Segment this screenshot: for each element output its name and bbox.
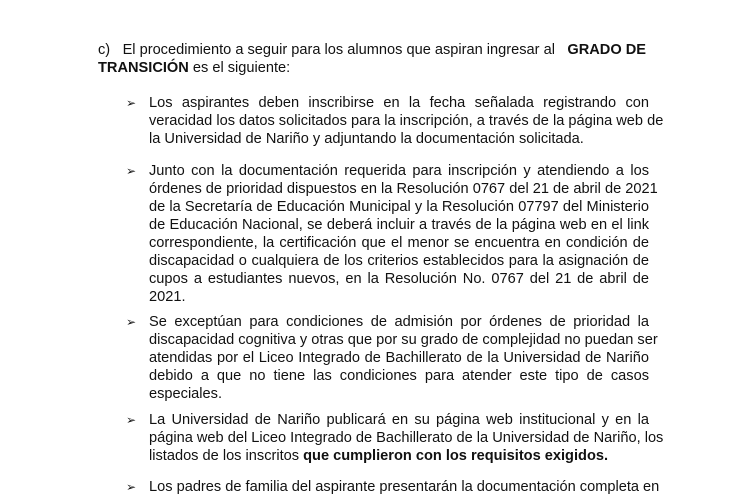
item-line: de Educación Nacional, se deberá incluir a través de la página web en el link: [149, 217, 649, 233]
item-line-mixed: [149, 447, 649, 465]
item-line: discapacidad o cualquiera de los criterios establecidos para la asignación de: [149, 253, 649, 269]
intro-line-2: [98, 59, 646, 77]
cut-off-text: Los padres de familia del aspirante presentarán la documentación completa en: [149, 479, 660, 495]
item-line: especiales.: [149, 386, 223, 402]
item-line: correspondiente, la certificación que el menor se encuentra en condición de: [149, 235, 649, 251]
bullet-arrow-icon: ➢: [126, 480, 137, 494]
item-line: veracidad los datos solicitados para la inscripción, a través de la página web de: [149, 113, 664, 129]
intro-marker: c): [98, 42, 111, 58]
item-bold-text: que cumplieron con los requisitos exigidos.: [303, 448, 609, 464]
section-intro: [98, 41, 646, 77]
list-item: [149, 94, 664, 148]
item-text: listados de los inscritos: [149, 448, 304, 464]
item-line: atendidas por el Liceo Integrado de Bachillerato de la Universidad de Nariño: [149, 350, 649, 366]
item-line: de la Secretaría de Educación Municipal y la Resolución 07797 del Ministerio: [149, 199, 649, 215]
list-item: [149, 313, 658, 403]
item-line: discapacidad cognitiva y otras que por su grado de complejidad no puedan ser: [149, 332, 658, 348]
intro-text-end: es el siguiente:: [188, 60, 291, 76]
intro-line-1: [98, 41, 646, 59]
item-line: página web del Liceo Integrado de Bachillerato de la Universidad de Nariño, los: [149, 430, 664, 446]
bullet-arrow-icon: ➢: [126, 315, 137, 329]
intro-bold-transicion: TRANSICIÓN: [98, 60, 189, 76]
item-line: Los aspirantes deben inscribirse en la fecha señalada registrando con: [149, 95, 649, 111]
cut-off-line: [126, 478, 660, 495]
item-line: Se exceptúan para condiciones de admisión por órdenes de prioridad la: [149, 314, 649, 330]
item-line: Junto con la documentación requerida para inscripción y atendiendo a los: [149, 163, 649, 179]
list-item: [149, 162, 658, 306]
item-line: cupos a estudiantes nuevos, en la Resolución No. 0767 del 21 de abril de: [149, 271, 649, 287]
bullet-arrow-icon: ➢: [126, 164, 137, 178]
intro-text: El procedimiento a seguir para los alumnos que aspiran ingresar al: [122, 42, 555, 58]
intro-bold-grado: GRADO DE: [567, 42, 646, 58]
item-line: debido a que no tiene las condiciones para atender este tipo de casos: [149, 368, 649, 384]
item-line: 2021.: [149, 289, 186, 305]
item-line: la Universidad de Nariño y adjuntando la documentación solicitada.: [149, 131, 584, 147]
list-item: [149, 411, 664, 465]
bullet-arrow-icon: ➢: [126, 413, 137, 427]
item-line: órdenes de prioridad dispuestos en la Resolución 0767 del 21 de abril de 2021: [149, 181, 658, 197]
item-line: La Universidad de Nariño publicará en su página web institucional y en la: [149, 412, 649, 428]
bullet-arrow-icon: ➢: [126, 96, 137, 110]
